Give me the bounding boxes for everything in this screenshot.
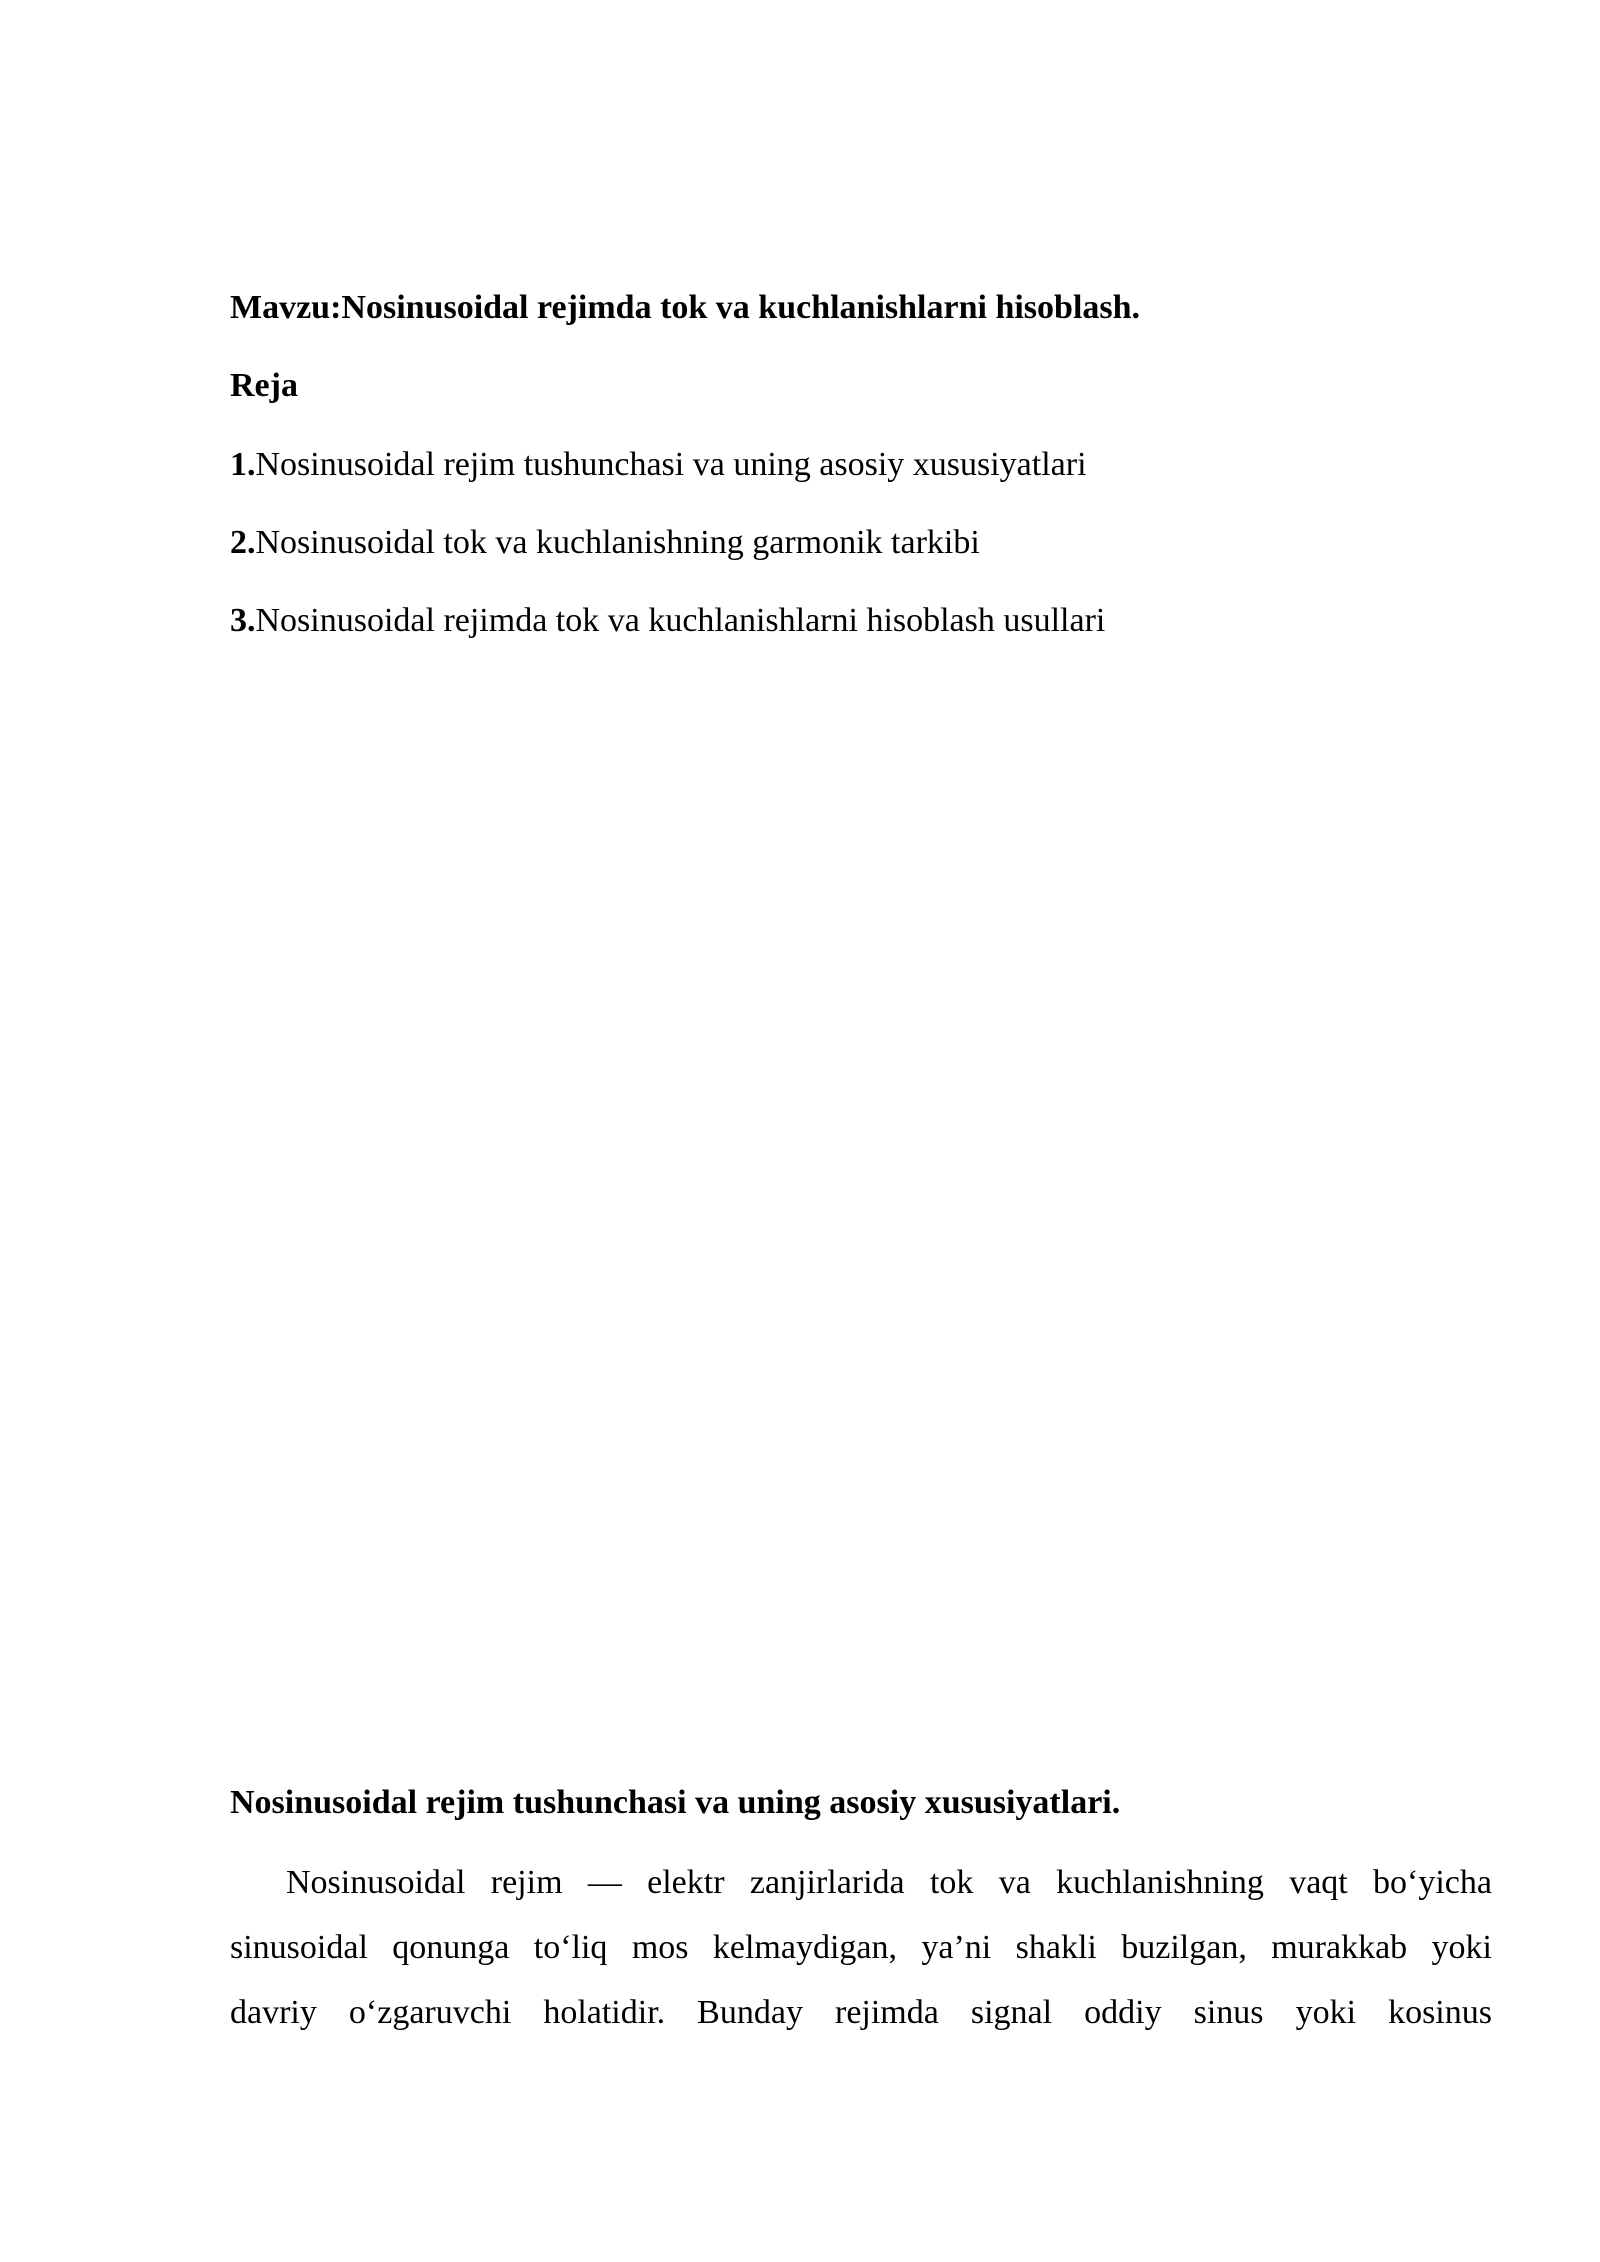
plan-item-text: Nosinusoidal tok va kuchlanishning garmonik tarkibi: [255, 524, 980, 561]
section-paragraph: [230, 1850, 1492, 2045]
plan-item: [230, 445, 1087, 485]
plan-item: [230, 601, 1105, 641]
plan-item-text: Nosinusoidal rejim tushunchasi va uning asosiy xususiyatlari: [255, 446, 1087, 483]
plan-item-number: 1.: [230, 446, 256, 483]
plan-item-number: 2.: [230, 524, 256, 561]
section-heading: Nosinusoidal rejim tushunchasi va uning asosiy xususiyatlari.: [230, 1784, 1121, 1821]
plan-item: [230, 523, 980, 563]
plan-item-text: Nosinusoidal rejimda tok va kuchlanishlarni hisoblash usullari: [255, 602, 1106, 639]
plan-item-number: 3.: [230, 602, 256, 639]
document-title: Mavzu:Nosinusoidal rejimda tok va kuchlanishlarni hisoblash.: [230, 289, 1141, 326]
plan-heading: Reja: [230, 367, 298, 404]
paragraph-line: sinusoidal qonunga to‘liq mos kelmaydigan, ya’ni shakli buzilgan, murakkab yoki: [230, 1929, 1492, 1966]
paragraph-line: Nosinusoidal rejim — elektr zanjirlarida tok va kuchlanishning vaqt bo‘yicha: [286, 1864, 1492, 1901]
paragraph-line: davriy o‘zgaruvchi holatidir. Bunday rejimda signal oddiy sinus yoki kosinus: [230, 1994, 1492, 2031]
